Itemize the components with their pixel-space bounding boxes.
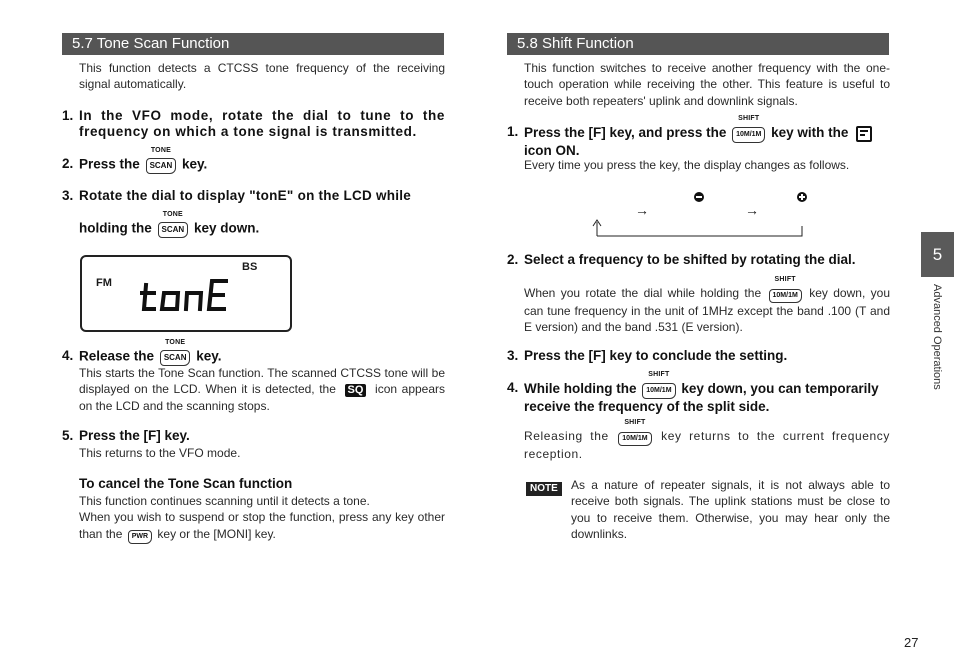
tone-scan-key [158,211,189,238]
cycle-return-line [592,218,812,240]
desc-text: This starts the Tone Scan function. The scanned CTCSS tone will be displayed on the LCD. When it is detected, the [79,366,445,397]
key-label: SCAN [158,222,189,238]
tone-scan-key [146,147,177,174]
step-text: Select a frequency to be shifted by rotating the dial. [524,252,856,267]
chapter-label [930,284,944,414]
step-number: 4. [507,380,519,395]
shift-cycle-diagram [592,188,812,240]
lcd-bs-indicator: BS [242,261,258,273]
tone-scan-step-1 [62,108,445,140]
tone-scan-step-5 [62,428,445,444]
shift-step-4-desc [524,419,891,462]
step-text: key down. [193,220,260,236]
shift-step-3 [507,348,890,364]
shift-step-1-desc: Every time you press the key, the display changes as follows. [524,158,850,172]
minus-icon [694,192,704,202]
key-caption: TONE [150,147,171,154]
step-text: Press the [79,156,140,172]
step-number: 5. [62,428,74,443]
shift-key [642,371,675,399]
step-number: 3. [62,188,74,203]
desc-text: key or the [MONI] key. [157,526,276,541]
cancel-desc [79,493,445,544]
key-caption: SHIFT [624,419,646,426]
desc-text: key returns to the current frequency reception. [524,429,891,461]
step-text: key. [196,348,222,364]
tone-scan-key [160,339,191,366]
key-label: 10M/1M [769,289,802,303]
tone-scan-intro: This function detects a CTCSS tone frequency of the receiving signal automatically. [79,61,445,92]
arrow-right-icon: → [635,202,649,218]
key-caption: TONE [162,211,183,218]
chapter-label-text: Advanced Operations [931,284,943,390]
shift-intro: This function switches to receive another frequency with the one-touch operation while receiving the other. This feature is useful to receive both repeaters' uplink and downlink signals. [524,61,890,108]
step-text: Press the [F] key, and press the [524,125,727,141]
shift-step-2 [507,252,890,268]
chapter-tab: 5 [921,232,954,277]
tone-scan-step-4 [62,339,445,366]
shift-step-1 [507,115,890,159]
step-number: 1. [62,108,74,123]
key-label: SCAN [146,158,177,174]
desc-text: When you rotate the dial while holding the [524,286,762,301]
step-text: key down, you can temporarily receive the frequency of the split side. [524,381,879,414]
step-number: 1. [507,124,519,139]
tone-scan-step-5-desc: This returns to the VFO mode. [79,446,241,460]
note-text: As a nature of repeater signals, it is not always able to receive both signals. The uplink stations must be close to you to receive them. Otherwise, you may hear only the downlinks. [571,478,890,541]
step-text: Press the [F] key to conclude the setting. [524,348,788,363]
page-number: 27 [904,635,919,650]
step-number: 3. [507,348,519,363]
key-label: 10M/1M [642,383,675,399]
step-number: 4. [62,348,74,363]
desc-text: This function continues scanning until it detects a tone. [79,494,370,508]
desc-text: When you wish to suspend or stop the function, press any key other than the [79,510,445,541]
step-text: In the VFO mode, rotate the dial to tune to the frequency on which a tone signal is transmitted. [79,108,445,139]
section-header-tone-scan: 5.7 Tone Scan Function [62,33,444,55]
cancel-title: To cancel the Tone Scan function [79,476,293,491]
step-text: icon ON. [524,143,580,158]
key-label: PWR [128,530,152,544]
tone-scan-step-3 [62,188,445,238]
desc-text: key down, you can tune frequency in the unit of 1MHz except the band .100 (T and E version) and the band .531 (E version). [524,286,891,335]
plus-icon [797,192,807,202]
shift-step-4 [507,371,890,415]
sq-icon: SQ [345,384,367,397]
step-text: holding the [79,220,152,236]
step-text: Release the [79,348,155,364]
desc-text: icon appears on the LCD and the scanning stops. [79,382,446,413]
step-text: Press the [F] key. [79,428,190,443]
lcd-fm-indicator: FM [96,277,112,289]
key-caption: SHIFT [738,115,760,122]
step-text: key. [182,156,208,172]
tone-scan-step-2 [62,147,445,174]
desc-text: Releasing the [524,429,609,444]
lcd-tone-segments [140,277,230,315]
note-badge: NOTE [526,482,562,496]
step-number: 2. [62,156,74,171]
shift-key [732,115,765,143]
step-text: While holding the [524,381,637,397]
tone-scan-step-4-desc [79,365,445,414]
pwr-key [128,526,152,544]
shift-key [618,419,651,446]
arrow-right-icon: → [745,202,759,218]
lcd-display [80,255,292,332]
key-caption: TONE [165,339,186,346]
key-caption: SHIFT [648,371,670,378]
section-header-shift: 5.8 Shift Function [507,33,889,55]
step-text: key with the [771,125,849,141]
step-number: 2. [507,252,519,267]
shift-key [769,276,802,303]
shift-step-2-desc [524,276,891,336]
key-label: 10M/1M [732,127,765,143]
key-label: 10M/1M [618,432,651,446]
key-caption: SHIFT [774,276,796,283]
key-label: SCAN [160,350,191,366]
step-text: Rotate the dial to display "tonE" on the LCD while [79,188,412,203]
shift-f-icon [856,126,872,142]
